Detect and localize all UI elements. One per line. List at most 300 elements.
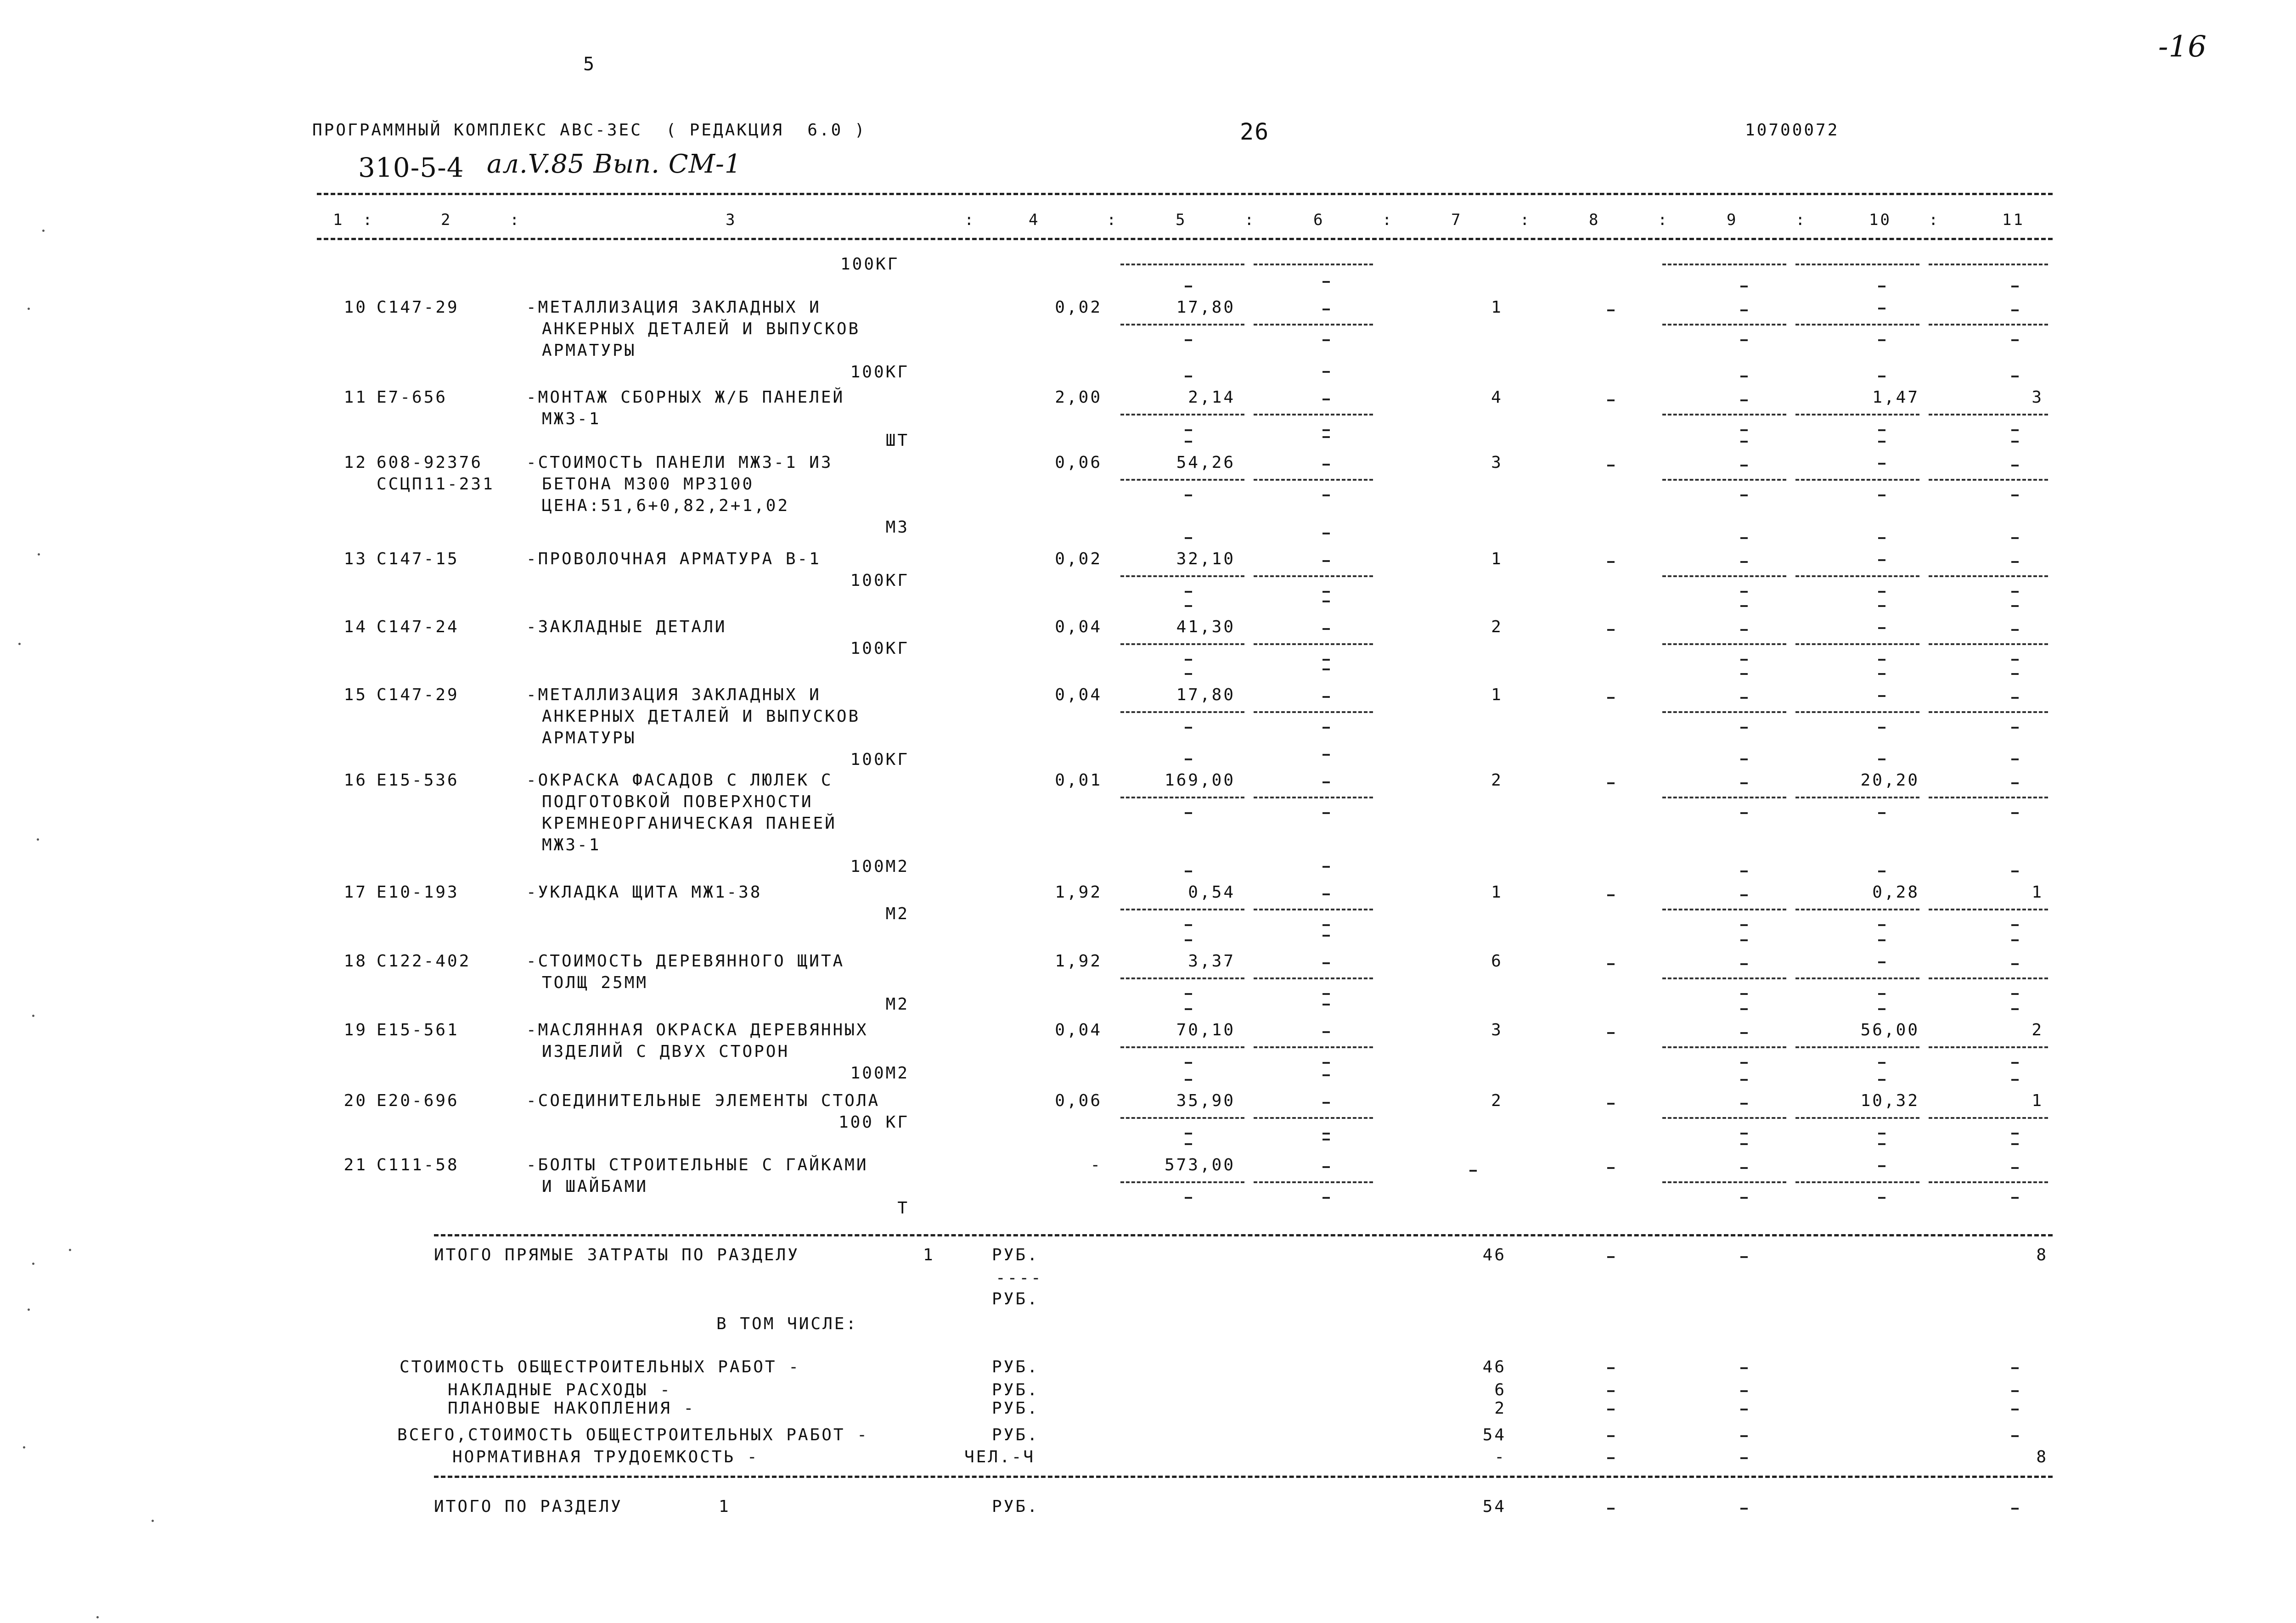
subtotal-rule [1929, 977, 2048, 979]
subtotal-rule [1120, 977, 1244, 979]
subtotal-rule [1795, 797, 1919, 798]
empty-mark [1607, 1367, 1615, 1369]
empty-mark [1740, 1008, 1748, 1010]
row-quantity: 1,92 [1055, 883, 1102, 902]
direct-costs-value: 46 [1482, 1246, 1506, 1264]
empty-mark [1185, 758, 1192, 760]
empty-mark [2011, 782, 2019, 784]
row-labor: 3 [1491, 1021, 1503, 1039]
empty-mark [1740, 1032, 1748, 1034]
empty-mark [1878, 286, 1885, 287]
empty-mark [2011, 629, 2019, 631]
subtotal-rule [1254, 479, 1373, 481]
row-description: -УКЛАДКА ЩИТА МЖ1-38 [526, 883, 762, 902]
subtotal-rule [1929, 1181, 2048, 1183]
subtotal-rule [1795, 643, 1919, 645]
empty-mark [1607, 1256, 1615, 1258]
subtotal-rule [1120, 1117, 1244, 1119]
empty-mark [1322, 601, 1330, 602]
row-labor: 2 [1491, 618, 1503, 636]
scan-speck [32, 1015, 34, 1017]
direct-costs-dashes: ---- [996, 1269, 1043, 1287]
empty-mark [1878, 993, 1885, 995]
empty-mark [1185, 591, 1192, 593]
empty-mark [1322, 1133, 1330, 1134]
row-unit: 100 КГ [838, 1113, 909, 1132]
row-description: АРМАТУРЫ [542, 729, 636, 747]
row-quantity: - [1090, 1156, 1102, 1174]
row-unit: 100КГ [850, 750, 909, 769]
empty-mark [1185, 727, 1192, 729]
empty-mark [2011, 697, 2019, 699]
empty-mark [1322, 464, 1330, 466]
empty-mark [2011, 429, 2019, 431]
subtotal-rule [1929, 1117, 2048, 1119]
subtotal-rule [1662, 909, 1786, 910]
column-separator: : [1107, 211, 1118, 229]
subtotal-rule [1254, 324, 1373, 326]
row-code: 608-92376 [377, 453, 483, 472]
row-code: С122-402 [377, 952, 471, 971]
row-quantity: 0,04 [1055, 685, 1102, 704]
subtotal-rule [1929, 575, 2048, 577]
empty-mark [2011, 963, 2019, 965]
empty-mark [2011, 939, 2019, 941]
subtotal-rule [1929, 414, 2048, 416]
empty-mark [1740, 1409, 1748, 1410]
empty-mark [1878, 591, 1885, 593]
subtotal-rule [1929, 264, 2048, 265]
including-label: В ТОМ ЧИСЛЕ: [716, 1314, 858, 1333]
empty-mark [1740, 494, 1748, 496]
empty-mark [1185, 605, 1192, 607]
row-quantity: 2,00 [1055, 388, 1102, 407]
row-labor: 2 [1491, 771, 1503, 790]
empty-mark [1607, 309, 1615, 311]
cost-item-unit: РУБ. [992, 1399, 1039, 1418]
empty-mark [1740, 1079, 1748, 1081]
cost-item-unit: РУБ. [992, 1426, 1039, 1444]
unit-label: 100КГ [840, 255, 900, 274]
row-unit: М2 [885, 904, 909, 923]
empty-mark [1878, 627, 1885, 629]
empty-mark [1878, 441, 1885, 443]
subtotal-rule [1795, 909, 1919, 910]
empty-mark [2011, 1079, 2019, 1081]
empty-mark [1322, 436, 1330, 438]
empty-mark [2011, 376, 2019, 377]
empty-mark [1878, 494, 1885, 496]
subtotal-rule [1929, 643, 2048, 645]
column-number: 9 [1727, 211, 1738, 229]
subtotal-rule [1662, 324, 1786, 326]
empty-mark [1878, 605, 1885, 607]
empty-mark [1740, 429, 1748, 431]
row-quantity: 0,04 [1055, 1021, 1102, 1039]
empty-mark [2011, 1197, 2019, 1199]
empty-mark [1322, 494, 1330, 496]
empty-mark [1878, 1165, 1885, 1167]
empty-mark [1185, 924, 1192, 926]
cost-item-label: НОРМАТИВНАЯ ТРУДОЕМКОСТЬ - [452, 1448, 759, 1466]
empty-mark [1740, 537, 1748, 539]
empty-mark [1878, 870, 1885, 872]
empty-mark [1322, 533, 1330, 534]
row-unit-price: 41,30 [1176, 618, 1235, 636]
cost-item-value: 54 [1482, 1426, 1506, 1444]
empty-mark [1878, 1008, 1885, 1010]
subtotal-rule [1254, 264, 1373, 265]
empty-mark [1740, 1435, 1748, 1437]
row-quantity: 1,92 [1055, 952, 1102, 971]
empty-mark [1740, 339, 1748, 341]
row-description: -СТОИМОСТЬ ДЕРЕВЯННОГО ЩИТА [526, 952, 845, 971]
row-unit-price: 35,90 [1176, 1091, 1235, 1110]
handwritten-note: ал.V.85 Вып. СМ-1 [487, 149, 742, 179]
row-quantity: 0,04 [1055, 618, 1102, 636]
row-description: АРМАТУРЫ [542, 341, 636, 360]
scan-speck [96, 1616, 99, 1618]
column-number: 11 [2002, 211, 2025, 229]
subtotal-rule [1254, 909, 1373, 910]
empty-mark [1740, 1256, 1748, 1258]
row-quantity: 0,06 [1055, 453, 1102, 472]
empty-mark [1185, 376, 1192, 377]
subtotal-rule [1795, 264, 1919, 265]
empty-mark [1607, 465, 1615, 466]
row-code-2: ССЦП11-231 [377, 475, 495, 494]
row-unit-price: 3,37 [1188, 952, 1235, 971]
subtotal-rule [1662, 479, 1786, 481]
subtotal-rule [1120, 797, 1244, 798]
column-separator: : [510, 211, 521, 229]
cost-item-value: 6 [1494, 1381, 1506, 1399]
row-quantity: 0,02 [1055, 298, 1102, 317]
row-code: Е15-561 [377, 1021, 459, 1039]
empty-mark [1322, 781, 1330, 783]
subtotal-rule [1662, 414, 1786, 416]
subtotal-rule [1662, 1181, 1786, 1183]
row-unit: 100КГ [850, 571, 909, 590]
subtotal-rule [1254, 1117, 1373, 1119]
empty-mark [1607, 629, 1615, 631]
empty-mark [1740, 659, 1748, 661]
row-labor: 1 [1491, 550, 1503, 568]
empty-mark [1878, 939, 1885, 941]
row-unit: 100КГ [850, 639, 909, 658]
row-description: -СОЕДИНИТЕЛЬНЫЕ ЭЛЕМЕНТЫ СТОЛА [526, 1091, 880, 1110]
row-unit: 100М2 [850, 1064, 909, 1083]
cost-item-unit: ЧЕЛ.-Ч [964, 1448, 1035, 1466]
section-total-value: 54 [1482, 1497, 1506, 1516]
row-labor: 3 [1491, 453, 1503, 472]
empty-mark [1607, 963, 1615, 965]
subtotal-rule [1795, 414, 1919, 416]
row-code: Е20-696 [377, 1091, 459, 1110]
empty-mark [1607, 561, 1615, 563]
row-unit: М3 [885, 518, 909, 537]
row-description: -МАСЛЯННАЯ ОКРАСКА ДЕРЕВЯННЫХ [526, 1021, 868, 1039]
subtotal-rule [1795, 1181, 1919, 1183]
row-labor: 1 [1491, 685, 1503, 704]
row-unit: ШТ [885, 431, 909, 450]
column-number: 3 [726, 211, 737, 229]
row-description: КРЕМНЕОРГАНИЧЕСКАЯ ПАНЕЕЙ [542, 814, 837, 833]
handwritten-code: 310-5-4 [358, 152, 464, 183]
row-code: Е15-536 [377, 771, 459, 790]
empty-mark [1185, 339, 1192, 341]
empty-mark [1185, 1143, 1192, 1145]
empty-mark [1185, 1133, 1192, 1134]
top-mark: 5 [583, 54, 597, 75]
empty-mark [1607, 1103, 1615, 1105]
empty-mark [1740, 591, 1748, 593]
row-description: ЦЕНА:51,6+0,82,2+1,02 [542, 496, 790, 515]
empty-mark [1322, 628, 1330, 630]
row-unit-price: 32,10 [1176, 550, 1235, 568]
row-labor: 1 [1491, 298, 1503, 317]
subtotal-rule [1120, 711, 1244, 713]
empty-mark [1740, 727, 1748, 729]
row-col10: 1,47 [1872, 388, 1919, 407]
subtotal-rule [1254, 977, 1373, 979]
row-number: 21 [343, 1156, 367, 1174]
column-number: 7 [1451, 211, 1463, 229]
empty-mark [1185, 812, 1192, 814]
row-description: -ОКРАСКА ФАСАДОВ С ЛЮЛЕК С [526, 771, 833, 790]
row-code: Е10-193 [377, 883, 459, 902]
empty-mark [1322, 1074, 1330, 1076]
column-separator: : [964, 211, 976, 229]
empty-mark [1322, 591, 1330, 593]
empty-mark [1740, 1390, 1748, 1392]
empty-mark [1878, 695, 1885, 697]
cost-item-value: - [1494, 1448, 1506, 1466]
subtotal-rule [1662, 711, 1786, 713]
empty-mark [1740, 561, 1748, 563]
empty-mark [1607, 1390, 1615, 1392]
cost-item-value: 46 [1482, 1358, 1506, 1376]
subtotal-rule [1254, 643, 1373, 645]
empty-mark [2011, 561, 2019, 563]
empty-mark [1878, 537, 1885, 539]
empty-mark [1878, 812, 1885, 814]
subtotal-rule [1929, 711, 2048, 713]
empty-mark [1740, 1062, 1748, 1064]
empty-mark [1322, 560, 1330, 562]
scan-speck [28, 1309, 30, 1311]
empty-mark [1740, 309, 1748, 311]
empty-mark [2011, 1008, 2019, 1010]
row-description: -ПРОВОЛОЧНАЯ АРМАТУРА В-1 [526, 550, 821, 568]
empty-mark [1322, 1062, 1330, 1064]
row-quantity: 0,01 [1055, 771, 1102, 790]
header-rule-top [317, 193, 2053, 195]
empty-mark [1322, 1139, 1330, 1140]
subtotal-rule [1795, 1117, 1919, 1119]
empty-mark [1740, 1367, 1748, 1369]
subtotal-rule [1254, 1046, 1373, 1048]
empty-mark [2011, 1167, 2019, 1169]
empty-mark [1322, 371, 1330, 373]
empty-mark [2011, 309, 2019, 311]
column-separator: : [1244, 211, 1256, 229]
row-unit-price: 2,14 [1188, 388, 1235, 407]
row-description: ТОЛЩ 25ММ [542, 973, 648, 992]
empty-mark [2011, 286, 2019, 287]
empty-mark [1740, 1197, 1748, 1199]
empty-mark [1607, 1032, 1615, 1034]
empty-mark [1740, 924, 1748, 926]
subtotal-rule [1795, 977, 1919, 979]
row-description: АНКЕРНЫХ ДЕТАЛЕЙ И ВЫПУСКОВ [542, 320, 861, 338]
subtotal-rule [1662, 264, 1786, 265]
empty-mark [1740, 286, 1748, 287]
row-number: 16 [343, 771, 367, 790]
subtotal-rule [1120, 1046, 1244, 1048]
empty-mark [1740, 894, 1748, 896]
empty-mark [1322, 659, 1330, 661]
subtotal-rule [1795, 1046, 1919, 1048]
empty-mark [1878, 1133, 1885, 1134]
empty-mark [1322, 924, 1330, 926]
corner-mark: -16 [2158, 30, 2207, 64]
empty-mark [1607, 697, 1615, 699]
subtotal-rule [1254, 1181, 1373, 1183]
row-col11: 1 [2032, 1091, 2043, 1110]
subtotal-rule [1254, 711, 1373, 713]
subtotal-rule [1662, 575, 1786, 577]
empty-mark [1878, 339, 1885, 341]
column-number: 10 [1869, 211, 1891, 229]
direct-costs-col11: 8 [2036, 1246, 2048, 1264]
empty-mark [2011, 758, 2019, 760]
row-unit-price: 17,80 [1176, 685, 1235, 704]
section-total-no: 1 [719, 1497, 731, 1516]
program-header: ПРОГРАММНЫЙ КОМПЛЕКС АВС-ЗЕС ( РЕДАКЦИЯ 6.0 ) [312, 121, 867, 140]
empty-mark [1322, 309, 1330, 310]
row-description: -МЕТАЛЛИЗАЦИЯ ЗАКЛАДНЫХ И [526, 298, 821, 317]
empty-mark [1740, 939, 1748, 941]
empty-mark [1469, 1170, 1477, 1172]
empty-mark [1878, 659, 1885, 661]
empty-mark [2011, 537, 2019, 539]
direct-costs-label: ИТОГО ПРЯМЫЕ ЗАТРАТЫ ПО РАЗДЕЛУ [434, 1246, 799, 1264]
empty-mark [1878, 308, 1885, 309]
empty-mark [1322, 935, 1330, 937]
subtotal-rule [1120, 264, 1244, 265]
empty-mark [1322, 812, 1330, 814]
empty-mark [2011, 591, 2019, 593]
row-labor: 6 [1491, 952, 1503, 971]
subtotal-rule [1120, 479, 1244, 481]
empty-mark [2011, 494, 2019, 496]
empty-mark [1740, 1457, 1748, 1459]
row-col10: 56,00 [1860, 1021, 1919, 1039]
scan-speck [37, 838, 39, 841]
row-description: -ЗАКЛАДНЫЕ ДЕТАЛИ [526, 618, 727, 636]
empty-mark [1878, 924, 1885, 926]
empty-mark [1740, 812, 1748, 814]
column-separator: : [1382, 211, 1394, 229]
row-unit-price: 17,80 [1176, 298, 1235, 317]
column-separator: : [1520, 211, 1531, 229]
column-separator: : [1795, 211, 1807, 229]
row-col10: 20,20 [1860, 771, 1919, 790]
empty-mark [1878, 1079, 1885, 1081]
row-code: С147-29 [377, 298, 459, 317]
subtotal-rule [1795, 575, 1919, 577]
empty-mark [1740, 963, 1748, 965]
empty-mark [1607, 1167, 1615, 1169]
empty-mark [2011, 1143, 2019, 1145]
row-code: С147-29 [377, 685, 459, 704]
empty-mark [1185, 1008, 1192, 1010]
row-unit: 100КГ [850, 363, 909, 382]
scan-speck [69, 1249, 71, 1251]
empty-mark [1878, 376, 1885, 377]
empty-mark [1878, 758, 1885, 760]
empty-mark [1185, 429, 1192, 431]
scan-speck [23, 1446, 25, 1449]
empty-mark [1740, 1133, 1748, 1134]
empty-mark [1185, 494, 1192, 496]
empty-mark [1740, 870, 1748, 872]
empty-mark [1607, 1457, 1615, 1459]
empty-mark [1878, 727, 1885, 729]
empty-mark [2011, 727, 2019, 729]
empty-mark [1878, 1197, 1885, 1199]
empty-mark [1878, 1143, 1885, 1145]
totals-rule [434, 1476, 2053, 1478]
empty-mark [1607, 894, 1615, 896]
row-description: ПОДГОТОВКОЙ ПОВЕРХНОСТИ [542, 792, 813, 811]
subtotal-rule [1120, 909, 1244, 910]
row-col11: 3 [2032, 388, 2043, 407]
row-labor: 2 [1491, 1091, 1503, 1110]
row-col11: 1 [2032, 883, 2043, 902]
row-number: 18 [343, 952, 367, 971]
cost-item-value: 2 [1494, 1399, 1506, 1418]
header-rule-bottom [317, 238, 2053, 240]
row-description: АНКЕРНЫХ ДЕТАЛЕЙ И ВЫПУСКОВ [542, 707, 861, 726]
empty-mark [1322, 893, 1330, 895]
empty-mark [1322, 1031, 1330, 1033]
subtotal-rule [1120, 324, 1244, 326]
row-number: 10 [343, 298, 367, 317]
row-description: -БОЛТЫ СТРОИТЕЛЬНЫЕ С ГАЙКАМИ [526, 1156, 868, 1174]
row-number: 14 [343, 618, 367, 636]
empty-mark [2011, 1409, 2019, 1410]
subtotal-rule [1254, 575, 1373, 577]
empty-mark [2011, 1367, 2019, 1369]
row-description: МЖ3-1 [542, 836, 601, 854]
row-description: ИЗДЕЛИЙ С ДВУХ СТОРОН [542, 1042, 790, 1061]
empty-mark [1185, 537, 1192, 539]
empty-mark [1322, 668, 1330, 670]
column-number: 2 [441, 211, 452, 229]
row-number: 13 [343, 550, 367, 568]
cost-item-label: НАКЛАДНЫЕ РАСХОДЫ - [448, 1381, 672, 1399]
empty-mark [1740, 465, 1748, 466]
empty-mark [1740, 629, 1748, 631]
subtotal-rule [1795, 711, 1919, 713]
row-unit-price: 573,00 [1164, 1156, 1235, 1174]
empty-mark [1878, 673, 1885, 675]
empty-mark [1878, 429, 1885, 431]
empty-mark [2011, 465, 2019, 466]
empty-mark [2011, 924, 2019, 926]
